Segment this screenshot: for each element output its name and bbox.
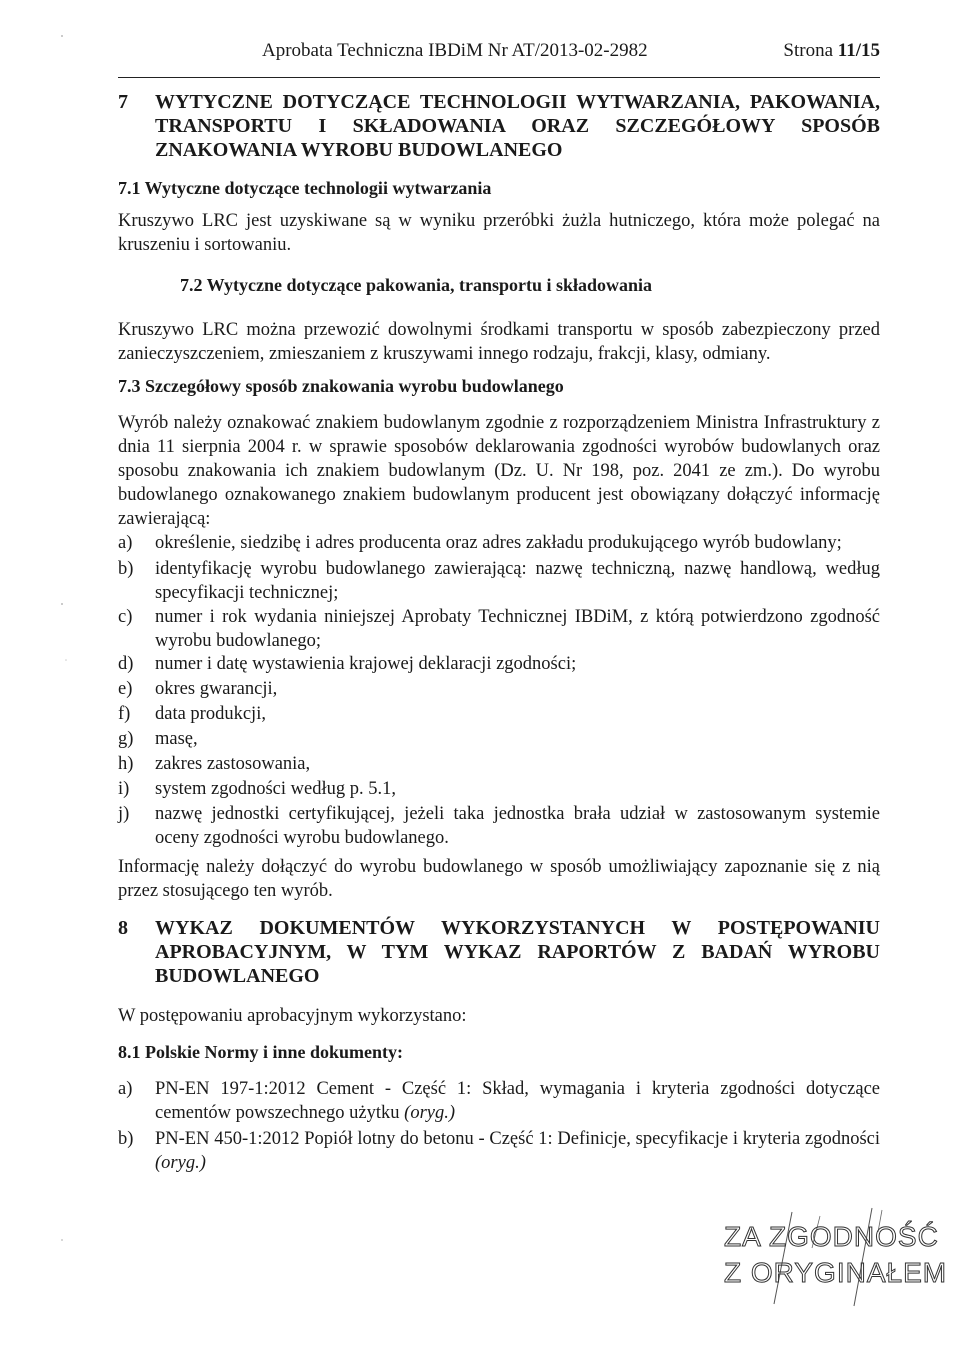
section-title: WYTYCZNE DOTYCZĄCE TECHNOLOGII WYTWARZANIA, PAKOWANIA, TRANSPORTU I SKŁADOWANIA ORAZ SZCZEGÓŁOWY SPOSÓB ZNAKOWANIA WYROBU BUDOWLANEGO [155, 91, 880, 161]
section-7-heading [118, 90, 880, 162]
certification-stamp [722, 1208, 948, 1308]
stamp-line-2: Z ORYGINAŁEM [724, 1257, 948, 1288]
subsection-7-3-closing: Informację należy dołączyć do wyrobu budowlanego w sposób umożliwiający zapoznanie się z nią przez stosującego ten wyrób. [118, 857, 880, 901]
list-item: g) masę, [118, 729, 198, 749]
section-8-intro: W postępowaniu aprobacyjnym wykorzystano: [118, 1006, 467, 1026]
subsection-7-2-title: 7.2 Wytyczne dotyczące pakowania, transportu i składowania [180, 275, 653, 295]
subsection-7-3-text: Wyrób należy oznakować znakiem budowlanym zgodnie z rozporządzeniem Ministra Infrastruktury z dnia 11 sierpnia 2004 r. w sprawie sposobów deklarowania zgodności wyrobów budowlanych oraz sposobu znakowania ich znakiem budowlanym (Dz. U. Nr 198, poz. 2041 ze zm.). Do wyrobu budowlanego oznakowanego znakiem budowlanym producent jest obowiązany dołączyć informację zawierającą: [118, 413, 880, 529]
section-title: WYKAZ DOKUMENTÓW WYKORZYSTANYCH W POSTĘPOWANIU APROBACYJNYM, W TYM WYKAZ RAPORTÓW Z BADAŃ WYROBU BUDOWLANEGO [155, 917, 880, 987]
section-number: 8 [118, 917, 128, 939]
list-item: a) określenie, siedzibę i adres producenta oraz adres zakładu produkującego wyrób budowlany; [118, 533, 842, 553]
list-item: d) numer i datę wystawienia krajowej deklaracji zgodności; [118, 654, 577, 674]
list-item: b) PN-EN 450-1:2012 Popiół lotny do betonu - Część 1: Definicje, specyfikacje i kryteria zgodności (oryg.) [118, 1129, 880, 1173]
header-title: Aprobata Techniczna IBDiM Nr AT/2013-02-2982 [262, 40, 648, 61]
subsection-7-1-title: 7.1 Wytyczne dotyczące technologii wytwarzania [118, 178, 492, 198]
subsection-7-1-text: Kruszywo LRC jest uzyskiwane są w wyniku przeróbki żużla hutniczego, która może polegać na kruszeniu i sortowaniu. [118, 211, 880, 255]
list-item: e) okres gwarancji, [118, 679, 278, 699]
list-item: i) system zgodności według p. 5.1, [118, 779, 396, 799]
list-item: j) nazwę jednostki certyfikującej, jeżeli taka jednostka brała udział w zastosowanym systemie oceny zgodności wyrobu budowlanego. [118, 804, 880, 848]
stamp-line-1: ZA ZGODNOŚĆ [724, 1221, 939, 1252]
header-rule [118, 77, 880, 78]
list-item: h) zakres zastosowania, [118, 754, 311, 774]
list-item: a) PN-EN 197-1:2012 Cement - Część 1: Skład, wymagania i kryteria zgodności dotyczące cementów powszechnego użytku (oryg.) [118, 1079, 880, 1123]
stamp-graphic [722, 1208, 948, 1308]
list-item: c) numer i rok wydania niniejszej Aprobaty Technicznej IBDiM, z którą potwierdzono zgodność wyrobu budowlanego; [118, 607, 880, 651]
page-number: Strona 11/15 [783, 40, 880, 61]
page-header [262, 40, 880, 64]
list-item: f) data produkcji, [118, 704, 266, 724]
section-number: 7 [118, 91, 128, 113]
subsection-7-3-title: 7.3 Szczegółowy sposób znakowania wyrobu budowlanego [118, 376, 564, 396]
subsection-7-2-text: Kruszywo LRC można przewozić dowolnymi środkami transportu w sposób zabezpieczony przed zanieczyszczeniem, zmieszaniem z kruszywami innego rodzaju, frakcji, klasy, odmiany. [118, 320, 880, 364]
list-item: b) identyfikację wyrobu budowlanego zawierającą: nazwę techniczną, nazwę handlową, według specyfikacji technicznej; [118, 559, 880, 603]
section-8-heading [118, 916, 880, 988]
subsection-8-1-title: 8.1 Polskie Normy i inne dokumenty: [118, 1042, 404, 1062]
